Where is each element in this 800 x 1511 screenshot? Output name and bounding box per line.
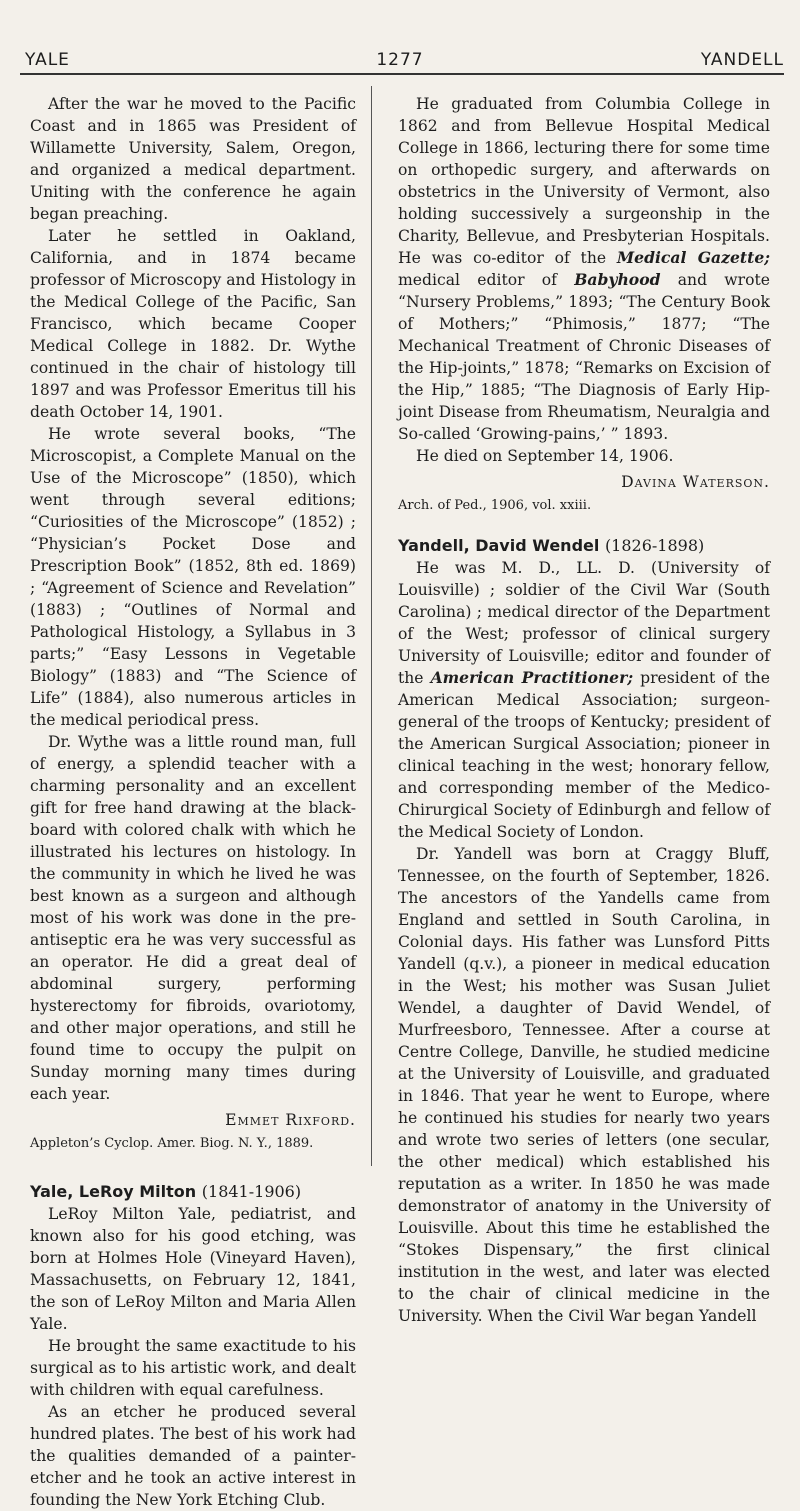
running-head-right: YANDELL — [700, 50, 784, 70]
text-run: He graduated from Columbia College in 1862 and from Bellevue Hospital Medical College in 1866, lecturing there for some time on orthopedic surgery, and afterwards on obstetrics in the University of Vermont, also holding successively a surgeonship in the Charity, Bellevue, and Presbyterian Hospitals. He was co-editor of the — [398, 95, 770, 267]
author-signature: Emmet Rixford. — [225, 1111, 356, 1129]
paragraph: He brought the same exactitude to his surgical as to his artistic work, and dealt with children with equal carefulness. — [30, 1337, 356, 1399]
text-run: medical editor of — [398, 271, 575, 289]
entry-dates: (1841-1906) — [201, 1182, 302, 1201]
running-head-left: YALE — [25, 50, 70, 70]
paragraph: Later he settled in Oakland, California, and in 1874 became professor of Microscopy and Histology in the Medical College of the Pacific, San Francisco, which became Cooper Medical College in 1882. Dr. Wythe continued in the chair of histology till 1897 and was Professor Emeritus till his death October 14, 1901. — [30, 227, 356, 421]
header-rule — [20, 73, 784, 75]
journal-title: American Practitioner; — [430, 668, 634, 687]
paragraph — [398, 93, 770, 445]
entry-name: Yale, LeRoy Milton — [30, 1182, 197, 1201]
page-number: 1277 — [376, 50, 424, 70]
text-run: and wrote “Nursery Problems,” 1893; “The Century Book of Mothers;” “Phimosis,” 1877; “The Mechanical Treatment of Chronic Diseases of the Hip-joints,” 1878; “Remarks on Excision of the Hip,” 1885; “The Diagnosis of Early Hip-joint Disease from Rheumatism, Neuralgia and So-called ‘Growing-pains,’ ” 1893. — [398, 271, 770, 443]
left-column — [30, 93, 356, 1511]
journal-title: Medical Gazette; — [616, 248, 770, 267]
entry-dates: (1826-1898) — [604, 536, 705, 555]
text-run: president of the American Medical Association; surgeon-general of the troops of Kentucky; president of the American Surgical Association; pioneer in clinical teaching in the west; honorary fellow, and corresponding member of the Medico-Chirurgical Society of Edinburgh and fellow of the Medical Society of London. — [398, 669, 770, 841]
paragraph — [398, 557, 770, 843]
journal-title: Babyhood — [574, 270, 661, 289]
entry-heading — [30, 1181, 356, 1203]
entry-name: Yandell, David Wendel — [398, 536, 600, 555]
page-header — [0, 0, 800, 90]
source-citation: Appleton’s Cyclop. Amer. Biog. N. Y., 1889. — [30, 1136, 314, 1151]
source-citation: Arch. of Ped., 1906, vol. xxiii. — [398, 498, 592, 513]
entry-heading — [398, 535, 770, 557]
text-run: He was M. D., LL. D. (University of Louisville) ; soldier of the Civil War (South Carolina) ; medical director of the Department of the West; professor of clinical surgery University of Louisville; editor and founder of the — [398, 559, 770, 687]
paragraph: He died on September 14, 1906. — [416, 447, 674, 465]
paragraph: He wrote several books, “The Microscopist, a Complete Manual on the Use of the Microscope” (1850), which went through several editions; “Curiosities of the Microscope” (1852) ; “Physician’s Pocket Dose and Prescription Book” (1852, 8th ed. 1869) ; “Agreement of Science and Revelation” (1883) ; “Outlines of Normal and Pathological Histology, a Syllabus in 3 parts;” “Easy Lessons in Vegetable Biology” (1883) and “The Science of Life” (1884), also numerous articles in the medical periodical press. — [30, 425, 356, 729]
paragraph: After the war he moved to the Pacific Coast and in 1865 was President of Willamette University, Salem, Oregon, and organized a medical department. Uniting with the conference he again began preaching. — [30, 95, 356, 223]
paragraph: LeRoy Milton Yale, pediatrist, and known also for his good etching, was born at Holmes Hole (Vineyard Haven), Massachusetts, on February 12, 1841, the son of LeRoy Milton and Maria Allen Yale. — [30, 1205, 356, 1333]
paragraph: As an etcher he produced several hundred plates. The best of his work had the qualities demanded of a painter-etcher and he took an active interest in founding the New York Etching Club. — [30, 1403, 356, 1509]
author-signature: Davina Waterson. — [621, 473, 770, 491]
right-column — [398, 93, 770, 1327]
paragraph: Dr. Yandell was born at Craggy Bluff, Tennessee, on the fourth of September, 1826. The ancestors of the Yandells came from England and settled in South Carolina, in Colonial days. His father was Lunsford Pitts Yandell (q.v.), a pioneer in medical education in the West; his mother was Susan Juliet Wendel, a daughter of David Wendel, of Murfreesboro, Tennessee. After a course at Centre College, Danville, he studied medicine at the University of Louisville, and graduated in 1846. That year he went to Europe, where he continued his studies for nearly two years and wrote two series of letters (one secular, the other medical) which established his reputation as a writer. In 1850 he was made demonstrator of anatomy in the University of Louisville. About this time he established the “Stokes Dispensary,” the first clinical institution in the west, and later was elected to the chair of clinical medicine in the University. When the Civil War began Yandell — [398, 845, 770, 1325]
column-divider — [371, 86, 372, 1166]
paragraph: Dr. Wythe was a little round man, full of energy, a splendid teacher with a charming personality and an excellent gift for free hand drawing at the black-board with colored chalk with which he illustrated his lectures on histology. In the community in which he lived he was best known as a surgeon and although most of his work was done in the pre-antiseptic era he was very successful as an operator. He did a great deal of abdominal surgery, performing hysterectomy for fibroids, ovariotomy, and other major operations, and still he found time to occupy the pulpit on Sunday morning many times during each year. — [30, 733, 356, 1103]
